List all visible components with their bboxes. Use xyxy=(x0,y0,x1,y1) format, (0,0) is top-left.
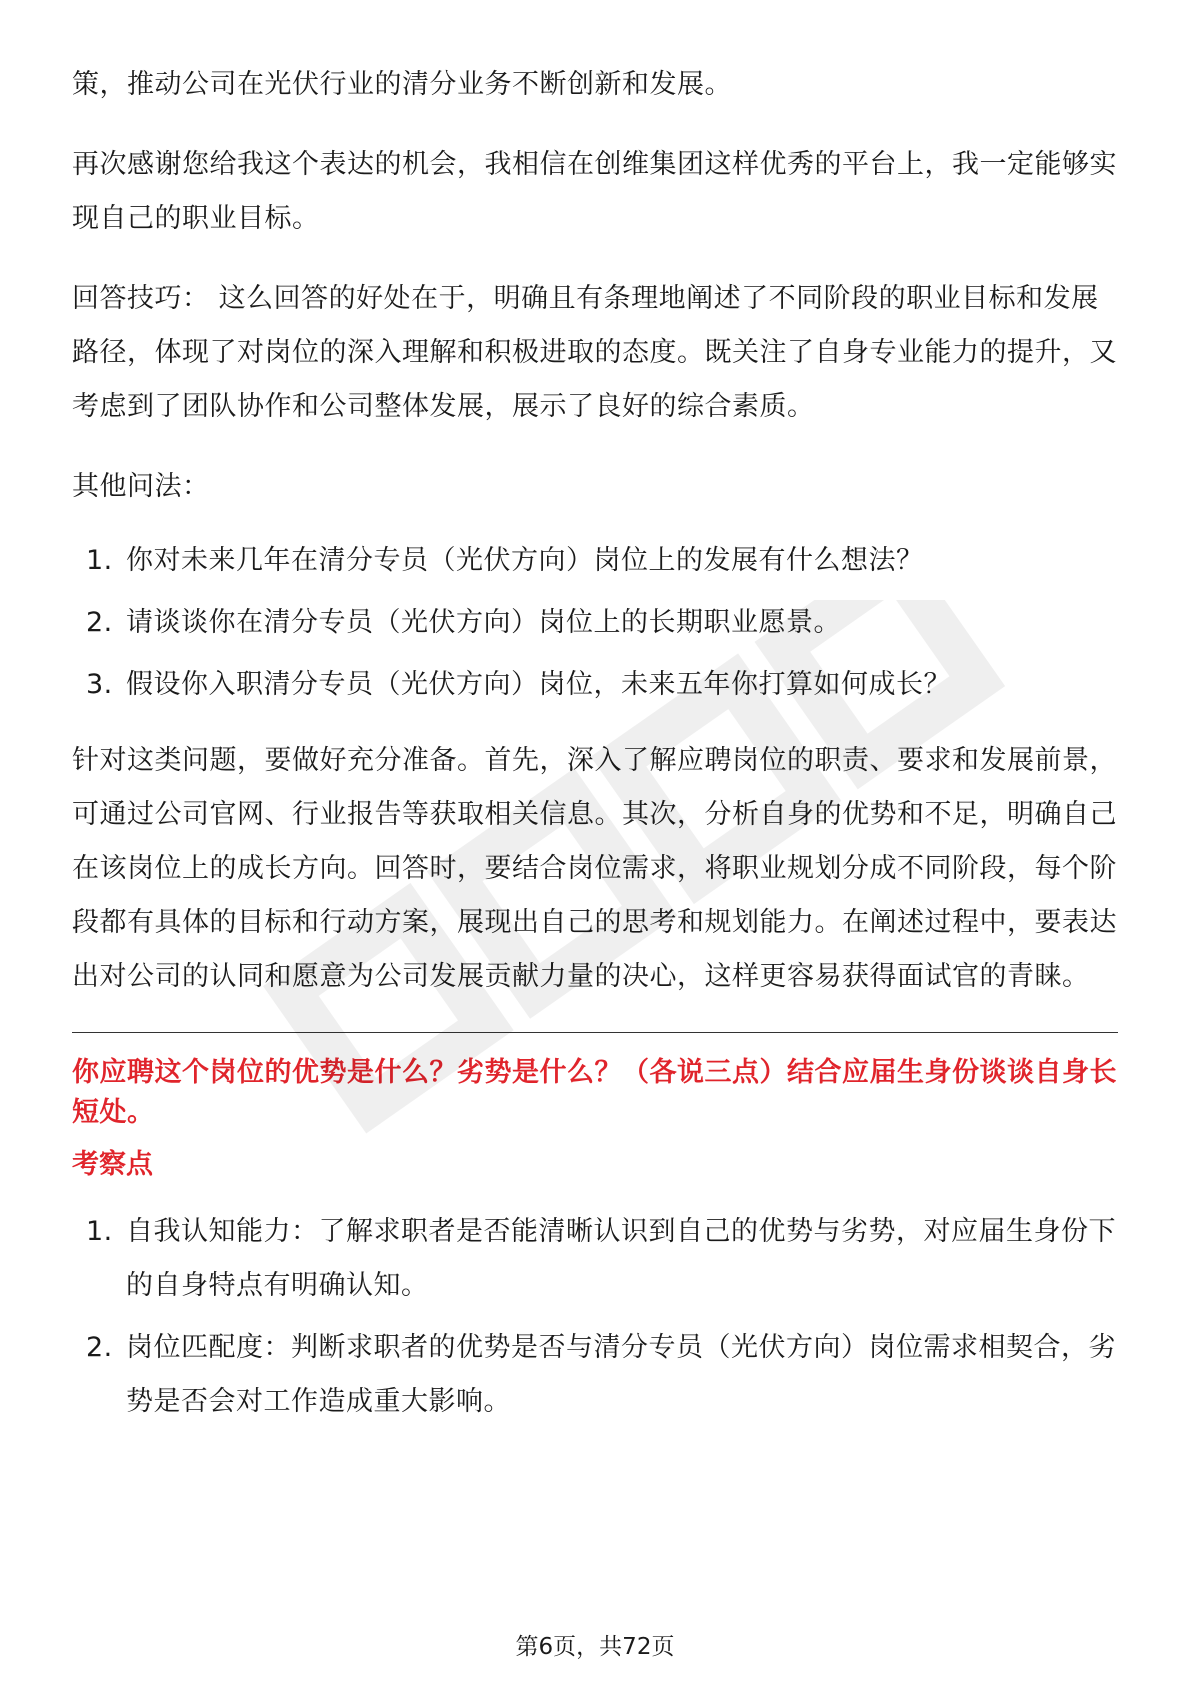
document-page xyxy=(72,58,1118,1451)
page-footer: 第6页，共72页 xyxy=(515,1634,675,1660)
list-item xyxy=(72,534,1118,588)
assessment-points-list xyxy=(72,1205,1118,1429)
section-divider xyxy=(72,1032,1118,1033)
list-number: 1. xyxy=(86,545,113,576)
list-number: 1. xyxy=(86,1216,113,1247)
paragraph-closing: 策，推动公司在光伏行业的清分业务不断创新和发展。 xyxy=(72,69,732,100)
paragraph-thanks: 再次感谢您给我这个表达的机会，我相信在创维集团这样优秀的平台上，我一定能够实现自己的职业目标。 xyxy=(72,149,1117,234)
list-item-text: 请谈谈你在清分专员（光伏方向）岗位上的长期职业愿景。 xyxy=(126,607,841,638)
section-heading: 考察点 xyxy=(72,1149,153,1180)
list-item-text: 岗位匹配度：判断求职者的优势是否与清分专员（光伏方向）岗位需求相契合，劣势是否会对工作造成重大影响。 xyxy=(126,1332,1116,1417)
list-item xyxy=(72,1205,1118,1313)
list-item xyxy=(72,1321,1118,1429)
list-number: 2. xyxy=(86,607,113,638)
paragraph-advice: 针对这类问题，要做好充分准备。首先，深入了解应聘岗位的职责、要求和发展前景，可通过公司官网、行业报告等获取相关信息。其次，分析自身的优势和不足，明确自己在该岗位上的成长方向。回答时，要结合岗位需求，将职业规划分成不同阶段，每个阶段都有具体的目标和行动方案，展现出自己的思考和规划能力。在阐述过程中，要表达出对公司的认同和愿意为公司发展贡献力量的决心，这样更容易获得面试官的青睐。 xyxy=(72,745,1117,992)
paragraph-answer-tips: 回答技巧： 这么回答的好处在于，明确且有条理地阐述了不同阶段的职业目标和发展路径，体现了对岗位的深入理解和积极进取的态度。既关注了自身专业能力的提升，又考虑到了团队协作和公司整体发展，展示了良好的综合素质。 xyxy=(72,283,1117,422)
paragraph-other-questions-label: 其他问法： xyxy=(72,471,210,502)
list-item xyxy=(72,596,1118,650)
list-item xyxy=(72,658,1118,712)
question-title: 你应聘这个岗位的优势是什么？劣势是什么？（各说三点）结合应届生身份谈谈自身长短处。 xyxy=(72,1057,1117,1128)
list-number: 3. xyxy=(86,669,113,700)
list-item-text: 自我认知能力：了解求职者是否能清晰认识到自己的优势与劣势，对应届生身份下的自身特点有明确认知。 xyxy=(126,1216,1116,1301)
list-number: 2. xyxy=(86,1332,113,1363)
list-item-text: 假设你入职清分专员（光伏方向）岗位，未来五年你打算如何成长？ xyxy=(126,669,951,700)
other-questions-list xyxy=(72,534,1118,712)
list-item-text: 你对未来几年在清分专员（光伏方向）岗位上的发展有什么想法？ xyxy=(126,545,924,576)
